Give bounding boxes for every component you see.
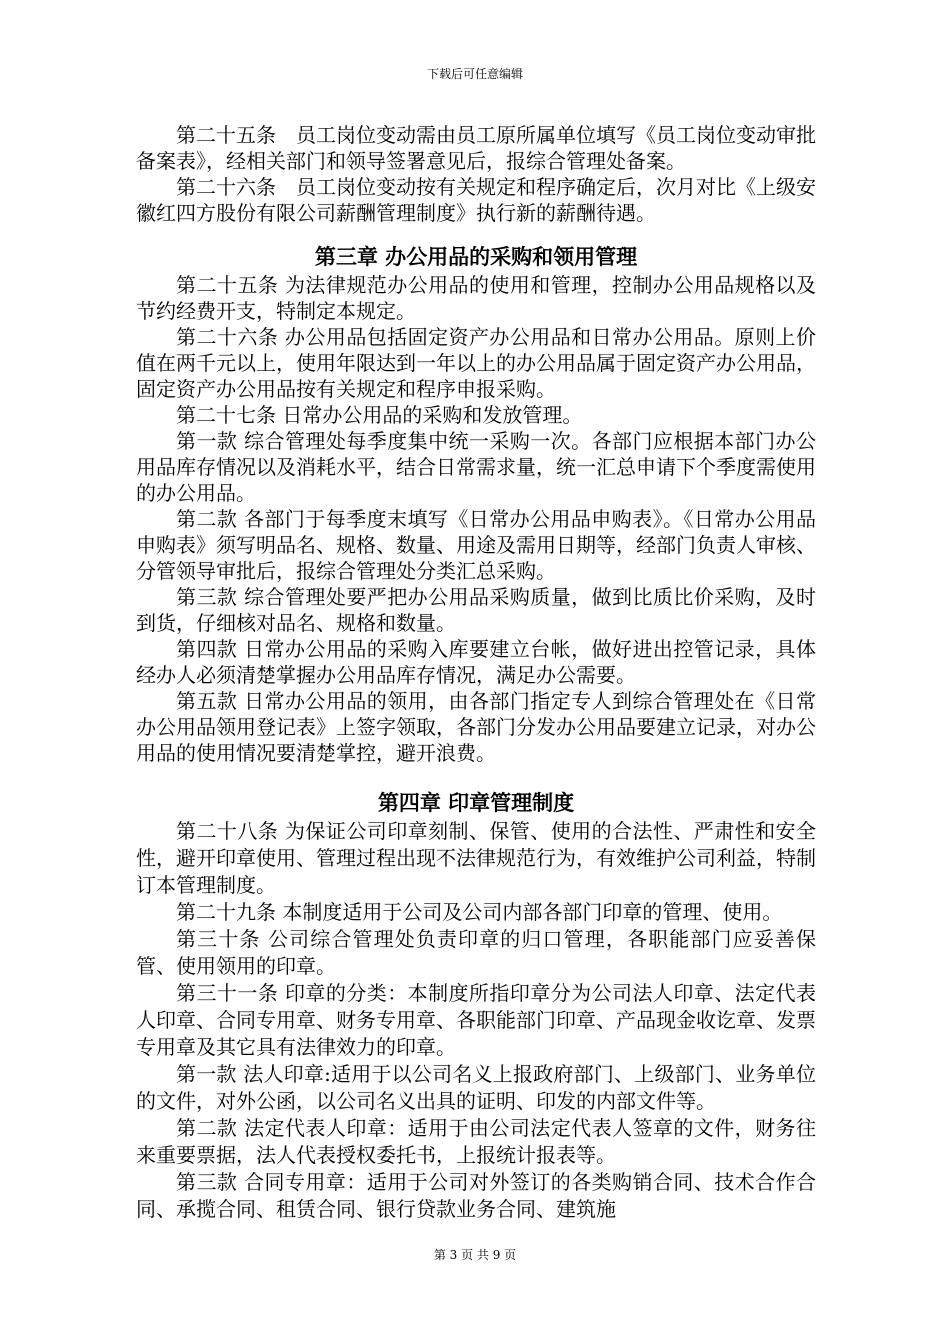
chapter-4-section bbox=[136, 818, 816, 1223]
chapter-3-section bbox=[136, 272, 816, 766]
chapter-4-title: 第四章 印章管理制度 bbox=[377, 791, 575, 815]
chapter-3-paragraph: 第二十六条 办公用品包括固定资产办公用品和日常办公用品。原则上价值在两千元以上，使用年限达到一年以上的办公用品属于固定资产办公用品，固定资产办公用品按有关规定和程序申报采购。 bbox=[136, 325, 816, 401]
chapter-3-paragraph: 第一款 综合管理处每季度集中统一采购一次。各部门应根据本部门办公用品库存情况以及消耗水平，结合日常需求量，统一汇总申请下个季度需使用的办公用品。 bbox=[136, 429, 816, 505]
chapter-4-paragraph: 第一款 法人印章:适用于以公司名义上报政府部门、上级部门、业务单位的文件，对外公函，以公司名义出具的证明、印发的内部文件等。 bbox=[136, 1062, 816, 1113]
page-header-note: 下载后可任意编辑 bbox=[426, 67, 523, 81]
document-body bbox=[136, 122, 816, 1223]
chapter-4-paragraph: 第二十九条 本制度适用于公司及公司内部各部门印章的管理、使用。 bbox=[176, 900, 783, 924]
chapter-3-paragraph: 第二款 各部门于每季度末填写《日常办公用品申购表》。《日常办公用品申购表》须写明品名、规格、数量、用途及需用日期等，经部门负责人审核、分管领导审批后，报综合管理处分类汇总采购。 bbox=[136, 507, 816, 583]
chapter-4-paragraph: 第三十条 公司综合管理处负责印章的归口管理，各职能部门应妥善保管、使用领用的印章。 bbox=[136, 927, 816, 978]
article-26-paragraph: 第二十六条 员工岗位变动按有关规定和程序确定后，次月对比《上级安徽红四方股份有限公司薪酬管理制度》执行新的薪酬待遇。 bbox=[136, 175, 816, 225]
chapter-3-paragraph: 第三款 综合管理处要严把办公用品采购质量，做到比质比价采购，及时到货，仔细核对品名、规格和数量。 bbox=[136, 585, 816, 635]
chapter-3-paragraph: 第二十七条 日常办公用品的采购和发放管理。 bbox=[176, 403, 583, 427]
page-footer: 第 3 页 共 9 页 bbox=[433, 1248, 517, 1262]
chapter-3-paragraph: 第二十五条 为法律规范办公用品的使用和管理，控制办公用品规格以及节约经费开支，特制定本规定。 bbox=[136, 273, 816, 323]
chapter-4-paragraph: 第二款 法定代表人印章：适用于由公司法定代表人签章的文件，财务往来重要票据，法人代表授权委托书，上报统计报表等。 bbox=[136, 1116, 816, 1167]
chapter-3-paragraph: 第五款 日常办公用品的领用，由各部门指定专人到综合管理处在《日常办公用品领用登记表》上签字领取，各部门分发办公用品要建立记录，对办公用品的使用情况要清楚掌控，避开浪费。 bbox=[136, 689, 816, 765]
chapter-3-paragraph: 第四款 日常办公用品的采购入库要建立台帐，做好进出控管记录，具体经办人必须清楚掌握办公用品库存情况，满足办公需要。 bbox=[136, 637, 816, 687]
chapter-4-paragraph: 第三十一条 印章的分类：本制度所指印章分为公司法人印章、法定代表人印章、合同专用章、财务专用章、各职能部门印章、产品现金收讫章、发票专用章及其它具有法律效力的印章。 bbox=[136, 981, 816, 1059]
chapter-4-paragraph: 第三款 合同专用章：适用于公司对外签订的各类购销合同、技术合作合同、承揽合同、租赁合同、银行贷款业务合同、建筑施 bbox=[136, 1170, 816, 1221]
chapter-4-paragraph: 第二十八条 为保证公司印章刻制、保管、使用的合法性、严肃性和安全性，避开印章使用、管理过程出现不法律规范行为，有效维护公司利益，特制订本管理制度。 bbox=[136, 819, 816, 897]
chapter-3-title: 第三章 办公用品的采购和领用管理 bbox=[314, 245, 638, 269]
article-25-paragraph: 第二十五条 员工岗位变动需由员工原所属单位填写《员工岗位变动审批备案表》，经相关部门和领导签署意见后，报综合管理处备案。 bbox=[136, 123, 816, 173]
